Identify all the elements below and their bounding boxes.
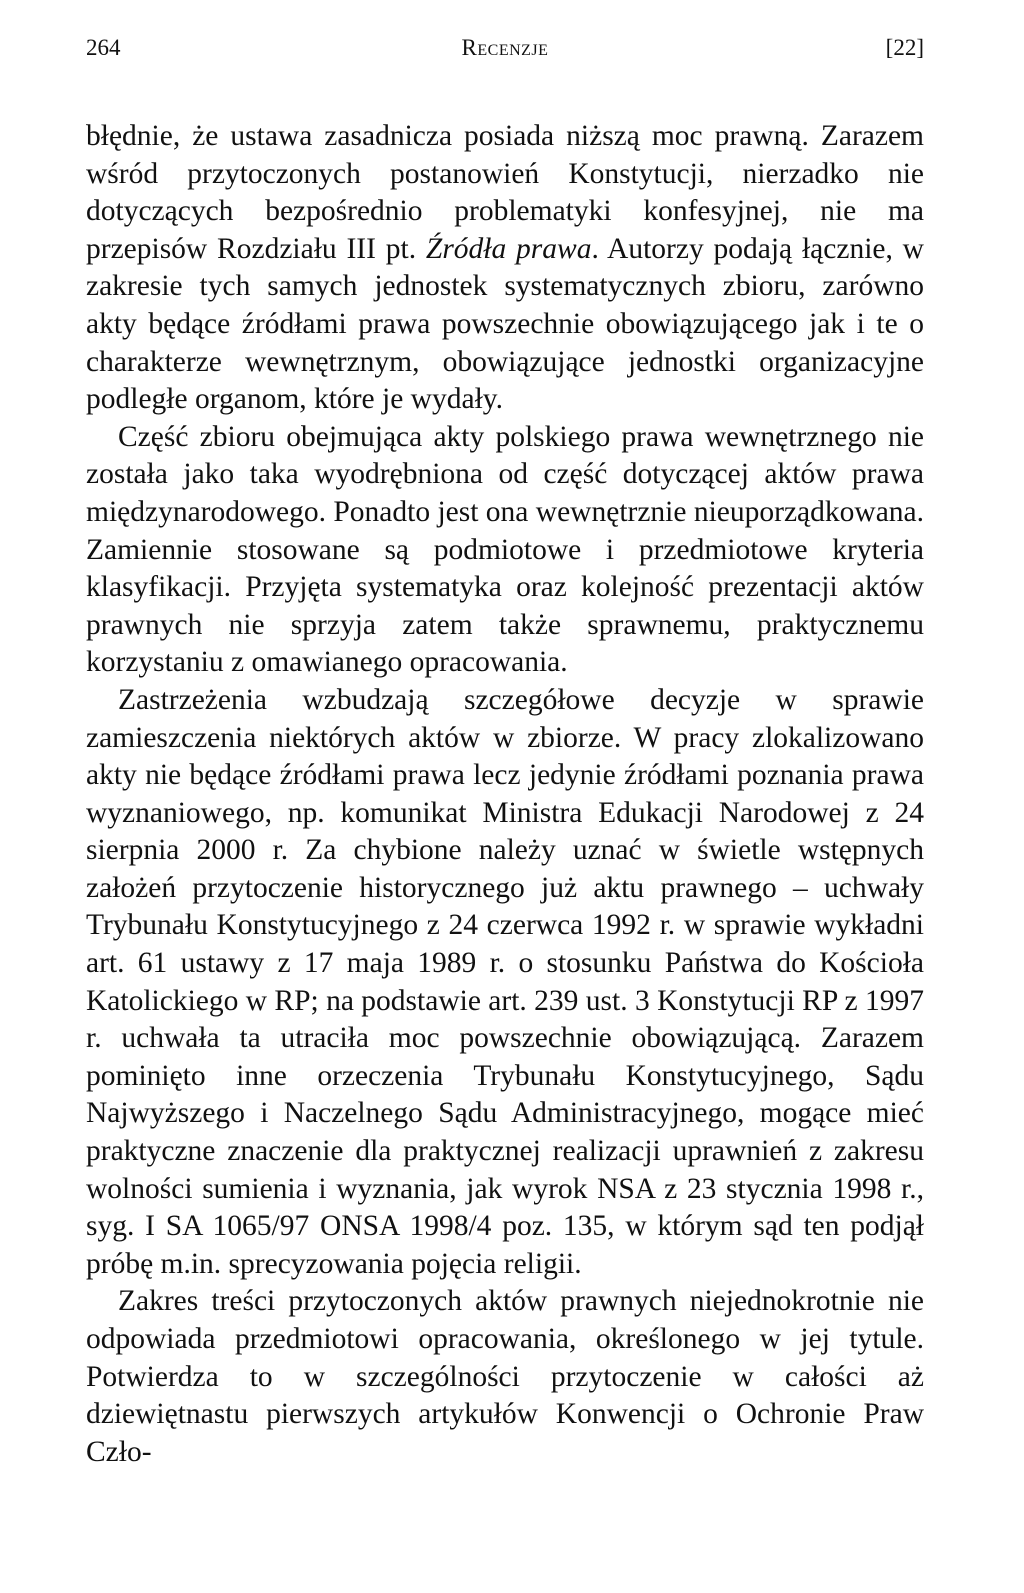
bracket-number: [22] [885,35,924,60]
section-title: Recenzje [461,35,549,60]
document-page [86,30,924,1471]
paragraph-4: Zakres treści przytoczonych aktów prawnych niejednokrotnie nie odpowiada przedmiotowi opracowania, określonego w jej tytule. Potwierdza to w szczególności przytoczenie w całości aż dziewiętnastu pierwszych artykułów Konwencji o Ochronie Praw Czło- [86,1285,924,1468]
paragraph-1 [86,118,924,419]
paragraph-3: Zastrzeżenia wzbudzają szczegółowe decyzje w sprawie zamieszczenia niektórych aktów w zbiorze. W pracy zlokalizowano akty nie będące źródłami prawa lecz jedynie źródłami poznania prawa wyznaniowego, np. komunikat Ministra Edukacji Narodowej z 24 sierpnia 2000 r. Za chybione należy uznać w świetle wstępnych założeń przytoczenie historycznego już aktu prawnego – uchwały Trybunału Konstytucyjnego z 24 czerwca 1992 r. w sprawie wykładni art. 61 ustawy z 17 maja 1989 r. o stosunku Państwa do Kościoła Katolickiego w RP; na podstawie art. 239 ust. 3 Konstytucji RP z 1997 r. uchwała ta utraciła moc powszechnie obowiązującą. Zarazem pominięto inne orzeczenia Trybunału Konstytucyjnego, Sądu Najwyższego i Naczelnego Sądu Administracyjnego, mogące mieć praktyczne znaczenie dla praktycznej realizacji uprawnień z zakresu wolności sumienia i wyznania, jak wyrok NSA z 23 stycznia 1998 r., syg. I SA 1065/97 ONSA 1998/4 poz. 135, w którym sąd ten podjął próbę m.in. sprecyzowania pojęcia religii. [86,683,924,1280]
running-head [86,30,924,66]
paragraph-1-text-b: . Autorzy podają łącznie, w zakresie tych samych jednostek systematycznych zbioru, zarówno akty będące źródłami prawa powszechnie obowiązującego jak i te o charakterze wewnętrznym, obowiązujące jednostki organizacyjne podległe organom, które je wydały. [86,232,924,416]
paragraph-1-text-a: błędnie, że ustawa zasadnicza posiada niższą moc prawną. Zarazem wśród przytoczonych postanowień Konstytucji, nierzadko nie dotyczących bezpośrednio problematyki konfesyjnej, nie ma przepisów Rozdziału III pt. [86,120,924,265]
paragraph-1-italic-title: Źródła prawa [425,232,592,265]
paragraph-2: Część zbioru obejmująca akty polskiego prawa wewnętrznego nie została jako taka wyodrębniona od część dotyczącej aktów prawa międzynarodowego. Ponadto jest ona wewnętrznie nieuporządkowana. Zamiennie stosowane są podmiotowe i przedmiotowe kryteria klasyfikacji. Przyjęta systematyka oraz kolejność prezentacji aktów prawnych nie sprzyja zatem także sprawnemu, praktycznemu korzystaniu z omawianego opracowania. [86,420,925,679]
page-number: 264 [86,35,121,60]
body-text [86,118,924,1471]
